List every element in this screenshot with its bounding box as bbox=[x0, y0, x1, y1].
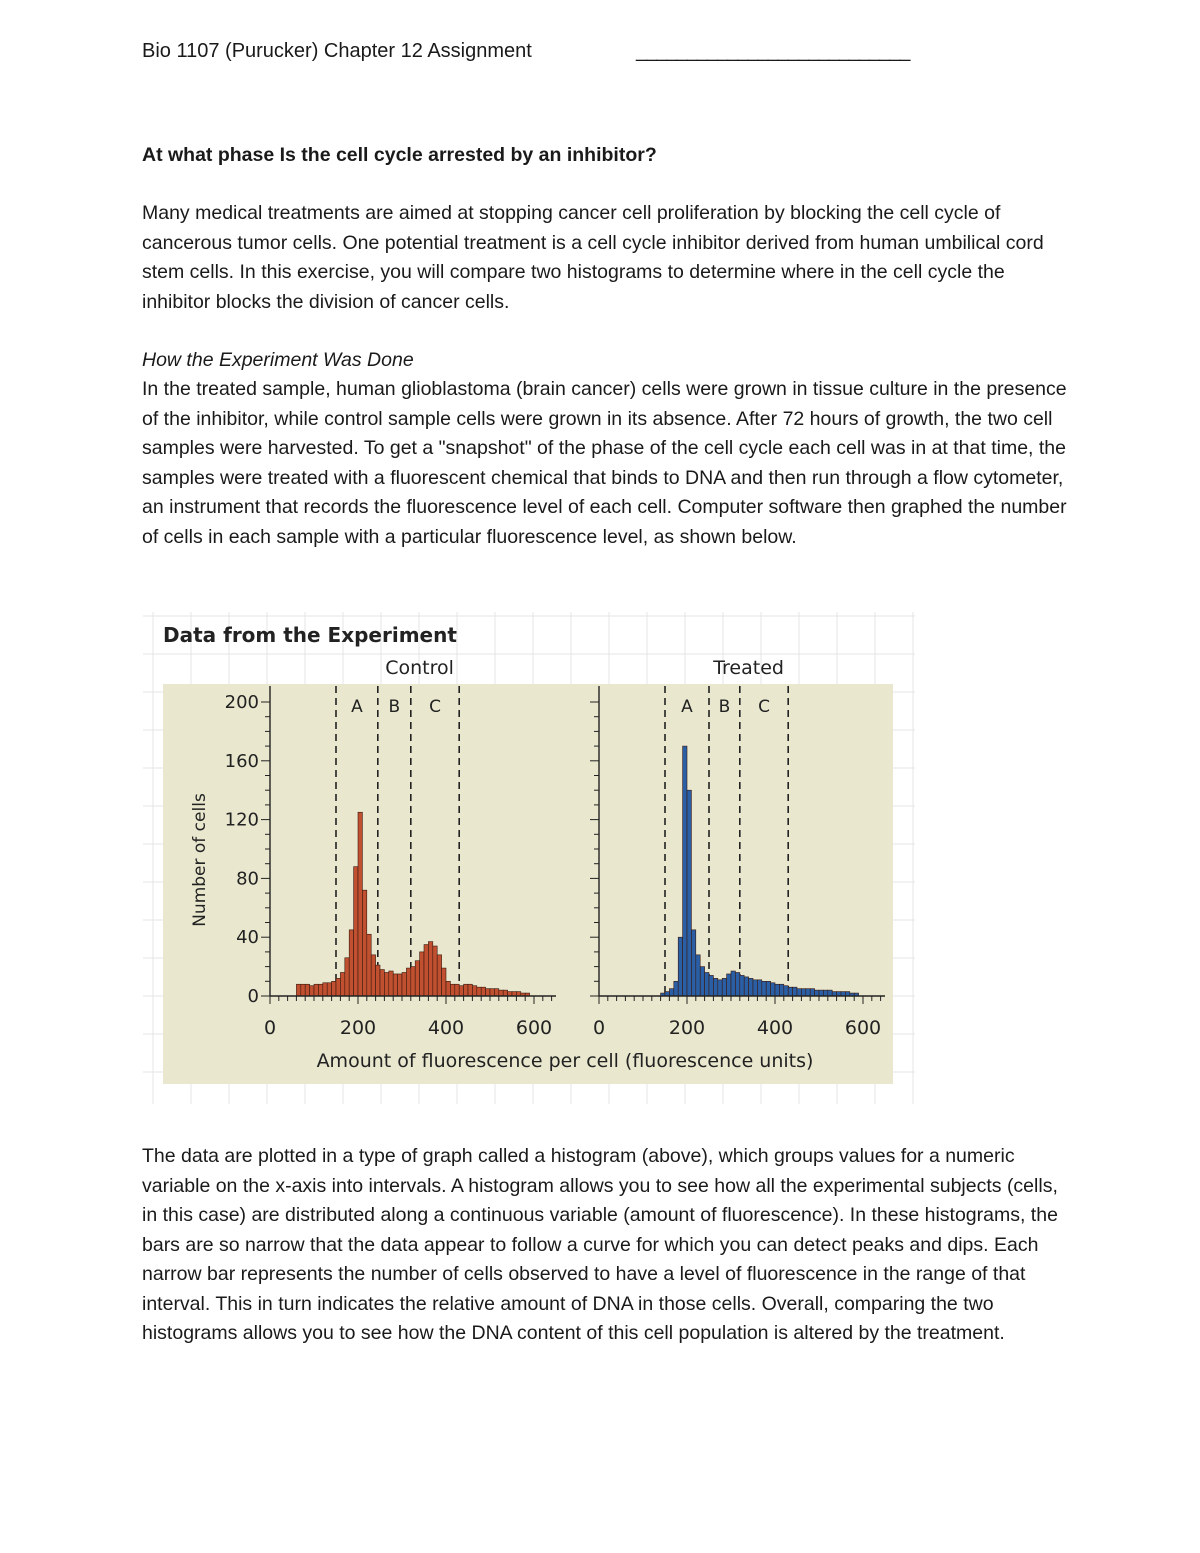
histogram-bar bbox=[327, 983, 331, 996]
histogram-bar bbox=[771, 983, 775, 996]
histogram-bar bbox=[775, 984, 779, 996]
histogram-bar bbox=[766, 981, 770, 996]
panel-title: Control bbox=[385, 657, 454, 679]
histogram-bar bbox=[779, 984, 783, 996]
histogram-bar bbox=[459, 986, 463, 996]
histogram-bar bbox=[735, 972, 739, 996]
x-tick-label: 0 bbox=[263, 1017, 277, 1039]
histogram-bar bbox=[810, 989, 814, 996]
histogram-bar bbox=[674, 981, 678, 996]
histogram-bar bbox=[354, 867, 358, 996]
histogram-bar bbox=[371, 955, 375, 996]
panel-title: Treated bbox=[713, 657, 784, 679]
histogram-bar bbox=[828, 990, 832, 996]
histogram-bar bbox=[757, 980, 761, 996]
histogram-bar bbox=[380, 970, 384, 996]
histogram-bar bbox=[815, 990, 819, 996]
histogram-bar bbox=[464, 984, 468, 996]
x-tick-label: 600 bbox=[515, 1017, 553, 1039]
histogram-bar bbox=[442, 968, 446, 996]
histogram-bar bbox=[683, 746, 687, 996]
x-tick-label: 0 bbox=[592, 1017, 606, 1039]
how-experiment-paragraph: In the treated sample, human glioblastoma (brain cancer) cells were grown in tissue culture in the presence of the inhibitor, while control sample cells were grown in its absence. After 72 hours of growth, the two cell samples were harvested. To get a "snapshot" of the phase of the cell cycle each cell was in at that time, the samples were treated with a fluorescent chemical that binds to DNA and then run through a flow cytometer, an instrument that records the fluorescence level of each cell. Computer software then graphed the number of cells in each sample with a particular fluorescence level, as shown below. bbox=[142, 378, 1067, 548]
phase-label-a: A bbox=[351, 697, 363, 717]
histogram-bar bbox=[499, 990, 503, 996]
histogram-bar bbox=[406, 968, 410, 996]
x-axis-label: Amount of fluorescence per cell (fluorescence units) bbox=[316, 1050, 814, 1072]
histogram-bar bbox=[345, 958, 349, 996]
histogram-bar bbox=[362, 890, 366, 996]
histogram-bar bbox=[793, 987, 797, 996]
histogram-bar bbox=[477, 987, 481, 996]
histogram-bar bbox=[340, 972, 344, 996]
histogram-bar bbox=[358, 812, 362, 996]
histogram-bar bbox=[722, 978, 726, 996]
histogram-bar bbox=[336, 978, 340, 996]
x-tick-label: 400 bbox=[427, 1017, 465, 1039]
histogram-bar bbox=[713, 978, 717, 996]
histogram-bar bbox=[678, 937, 682, 996]
histogram-bar bbox=[301, 984, 305, 996]
x-tick-label: 400 bbox=[756, 1017, 794, 1039]
phase-label-b: B bbox=[388, 697, 401, 717]
histogram-bar bbox=[411, 967, 415, 996]
histogram-paragraph: The data are plotted in a type of graph called a histogram (above), which groups values for a numeric variable on the x-axis into intervals. A histogram allows you to see how all the experimental subjects (cells, in this case) are distributed along a continuous variable (amount of fluorescence). In these histograms, the bars are so narrow that the data appear to follow a curve for which you can detect peaks and dips. Each narrow bar represents the number of cells observed to have a level of fluorescence in the range of that interval. This in turn indicates the relative amount of DNA in those cells. Overall, comparing the two histograms allows you to see how the DNA content of this cell population is altered by the treatment. bbox=[142, 1145, 1058, 1344]
histogram-bar bbox=[691, 930, 695, 996]
histogram-bar bbox=[687, 790, 691, 996]
histogram-bar bbox=[367, 934, 371, 996]
histogram-bar bbox=[332, 981, 336, 996]
experiment-figure bbox=[143, 612, 915, 1104]
histogram-bar bbox=[669, 989, 673, 996]
x-tick-label: 600 bbox=[844, 1017, 882, 1039]
histogram-bar bbox=[402, 972, 406, 996]
histogram-bar bbox=[296, 984, 300, 996]
histogram-bar bbox=[705, 972, 709, 996]
histogram-bar bbox=[389, 971, 393, 996]
histogram-bar bbox=[696, 955, 700, 996]
histogram-bar bbox=[468, 984, 472, 996]
histogram-bar bbox=[415, 961, 419, 996]
histogram-bar bbox=[420, 952, 424, 996]
histogram-bar bbox=[310, 986, 314, 996]
x-tick-label: 200 bbox=[339, 1017, 377, 1039]
assignment-header: Bio 1107 (Purucker) Chapter 12 Assignment bbox=[142, 40, 532, 62]
histogram-bar bbox=[318, 984, 322, 996]
histogram-bar bbox=[437, 955, 441, 996]
histogram-bar bbox=[305, 984, 309, 996]
y-axis-label: Number of cells bbox=[190, 793, 210, 927]
histogram-bar bbox=[700, 967, 704, 996]
y-tick-label: 80 bbox=[236, 868, 259, 890]
x-tick-label: 200 bbox=[668, 1017, 706, 1039]
histogram-bar bbox=[788, 987, 792, 996]
histogram-bar bbox=[472, 986, 476, 996]
histogram-bar bbox=[384, 972, 388, 996]
histogram-bar bbox=[428, 942, 432, 996]
histogram-bar bbox=[731, 971, 735, 996]
phase-label-a: A bbox=[681, 697, 693, 717]
histogram-bar bbox=[349, 930, 353, 996]
histogram-bar bbox=[376, 965, 380, 996]
histogram-bar bbox=[323, 983, 327, 996]
histogram-bar bbox=[753, 980, 757, 996]
histogram-bar bbox=[494, 989, 498, 996]
histogram-bar bbox=[718, 980, 722, 996]
question-title: At what phase Is the cell cycle arrested by an inhibitor? bbox=[142, 144, 657, 166]
phase-label-c: C bbox=[429, 697, 441, 717]
histogram-bar bbox=[749, 978, 753, 996]
phase-label-b: B bbox=[718, 697, 731, 717]
y-tick-label: 0 bbox=[247, 986, 259, 1007]
histogram-bar bbox=[819, 990, 823, 996]
figure-title: Data from the Experiment bbox=[163, 623, 457, 647]
histogram-bar bbox=[784, 986, 788, 996]
how-experiment-title: How the Experiment Was Done bbox=[142, 349, 414, 371]
histogram-bar bbox=[490, 989, 494, 996]
y-tick-label: 160 bbox=[224, 750, 259, 772]
y-tick-label: 40 bbox=[236, 927, 259, 949]
histogram-bar bbox=[450, 984, 454, 996]
histogram-bar bbox=[398, 974, 402, 996]
histogram-bar bbox=[455, 984, 459, 996]
histogram-bar bbox=[762, 981, 766, 996]
histogram-bar bbox=[393, 974, 397, 996]
histogram-bar bbox=[446, 981, 450, 996]
histogram-bar bbox=[424, 945, 428, 996]
y-tick-label: 200 bbox=[224, 692, 259, 713]
histogram-bar bbox=[481, 987, 485, 996]
histogram-bar bbox=[727, 974, 731, 996]
histogram-bar bbox=[823, 990, 827, 996]
name-blank-line: ___________________________ bbox=[636, 40, 910, 62]
histogram-bar bbox=[806, 989, 810, 996]
histogram-bar bbox=[801, 989, 805, 996]
histogram-bar bbox=[486, 989, 490, 996]
histogram-bar bbox=[314, 984, 318, 996]
histogram-bar bbox=[433, 946, 437, 996]
histogram-bar bbox=[744, 977, 748, 996]
histogram-bar bbox=[740, 975, 744, 996]
histogram-bar bbox=[797, 989, 801, 996]
phase-label-c: C bbox=[758, 697, 770, 717]
histogram-bar bbox=[503, 990, 507, 996]
intro-paragraph: Many medical treatments are aimed at stopping cancer cell proliferation by blocking the cell cycle of cancerous tumor cells. One potential treatment is a cell cycle inhibitor derived from human umbilical cord stem cells. In this exercise, you will compare two histograms to determine where in the cell cycle the inhibitor blocks the division of cancer cells. bbox=[142, 202, 1044, 313]
histogram-bar bbox=[709, 975, 713, 996]
y-tick-label: 120 bbox=[224, 809, 259, 831]
